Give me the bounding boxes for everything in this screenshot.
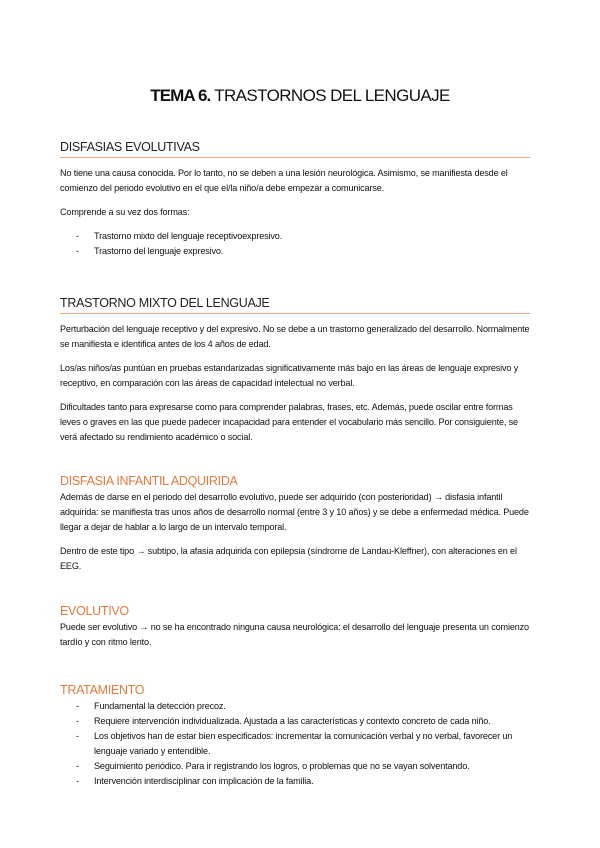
list-item <box>60 229 530 244</box>
list-item <box>60 244 530 259</box>
dash-marker: - <box>76 716 79 726</box>
section-disfasias <box>60 140 530 259</box>
list-item-text: Intervención interdisciplinar con implicación de la familia. <box>94 776 314 786</box>
list-item-text: Trastorno del lenguaje expresivo. <box>94 246 224 256</box>
heading-evolutivo: EVOLUTIVO <box>60 604 129 618</box>
list-item <box>60 729 530 759</box>
heading-adquirida: DISFASIA INFANTIL ADQUIRIDA <box>60 474 238 488</box>
list-item-text: Trastorno mixto del lenguaje receptivoexpresivo. <box>94 231 283 241</box>
list-item-text: Requiere intervención individualizada. Ajustada a las características y contexto concreto de cada niño. <box>94 716 491 726</box>
section-tratamiento <box>60 683 530 789</box>
mixto-paragraph-3: Dificultades tanto para expresarse como para comprender palabras, frases, etc. Además, puede oscilar entre formas leves o graves en las que puede padecer incapacidad para entender el vocabulario más sencillo. Por consiguiente, se verá afectado su rendimiento académico o social. <box>60 402 518 442</box>
heading-disfasias: DISFASIAS EVOLUTIVAS <box>60 140 530 158</box>
section-evolutivo <box>60 604 530 659</box>
list-item-text: Seguimiento periódico. Para ir registrando los logros, o problemas que no se vayan solventando. <box>94 761 470 771</box>
dash-marker: - <box>76 761 79 771</box>
title-number: TEMA 6. <box>150 86 211 105</box>
mixto-paragraph-1: Perturbación del lenguaje receptivo y del expresivo. No se debe a un trastorno generalizado del desarrollo. Normalmente se manifiesta e identifica antes de los 4 años de edad. <box>60 324 530 349</box>
dash-marker: - <box>76 731 79 741</box>
heading-mixto: TRASTORNO MIXTO DEL LENGUAJE <box>60 296 530 314</box>
section-adquirida <box>60 474 530 583</box>
disfasias-list <box>60 229 530 259</box>
section-mixto <box>60 296 530 454</box>
title-text: TRASTORNOS DEL LENGUAJE <box>214 86 450 105</box>
list-item <box>60 699 530 714</box>
tratamiento-list <box>60 699 530 789</box>
dash-marker: - <box>76 701 79 711</box>
list-item <box>60 714 530 729</box>
list-item-text: Fundamental la detección precoz. <box>94 701 226 711</box>
adquirida-paragraph-1: Además de darse en el periodo del desarrollo evolutivo, puede ser adquirido (con posterioridad) → disfasia infantil adquirida: se manifiesta tras unos años de desarrollo normal (entre 3 y 10 años) y se debe a enfermedad médica. Puede llegar a dejar de hablar a lo largo de un intervalo temporal. <box>60 492 529 532</box>
dash-marker: - <box>76 776 79 786</box>
dash-marker: - <box>76 246 79 256</box>
mixto-paragraph-2: Los/as niños/as puntúan en pruebas estandarizadas significativamente más bajo en las áreas de lenguaje expresivo y receptivo, en comparación con las áreas de capacidad intelectual no verbal. <box>60 363 519 388</box>
dash-marker: - <box>76 231 79 241</box>
evolutivo-paragraph-1: Puede ser evolutivo → no se ha encontrado ninguna causa neurológica: el desarrollo del lenguaje presenta un comienzo tardío y con ritmo lento. <box>60 622 529 647</box>
disfasias-paragraph-1: No tiene una causa conocida. Por lo tanto, no se deben a una lesión neurológica. Asimismo, se manifiesta desde el comienzo del periodo evolutivo en el que el/la niño/a debe empezar a comunicarse. <box>60 168 508 193</box>
adquirida-paragraph-2: Dentro de este tipo → subtipo, la afasia adquirida con epilepsia (síndrome de Landau-Kleffner), con alteraciones en el EEG. <box>60 546 517 571</box>
list-item <box>60 774 530 789</box>
disfasias-paragraph-2: Comprende a su vez dos formas: <box>60 207 190 217</box>
page-title <box>0 86 600 106</box>
list-item-text: Los objetivos han de estar bien especificados: incrementar la comunicación verbal y no verbal, favorecer un lenguaje variado y entendible. <box>94 731 513 756</box>
list-item <box>60 759 530 774</box>
heading-tratamiento: TRATAMIENTO <box>60 683 145 697</box>
